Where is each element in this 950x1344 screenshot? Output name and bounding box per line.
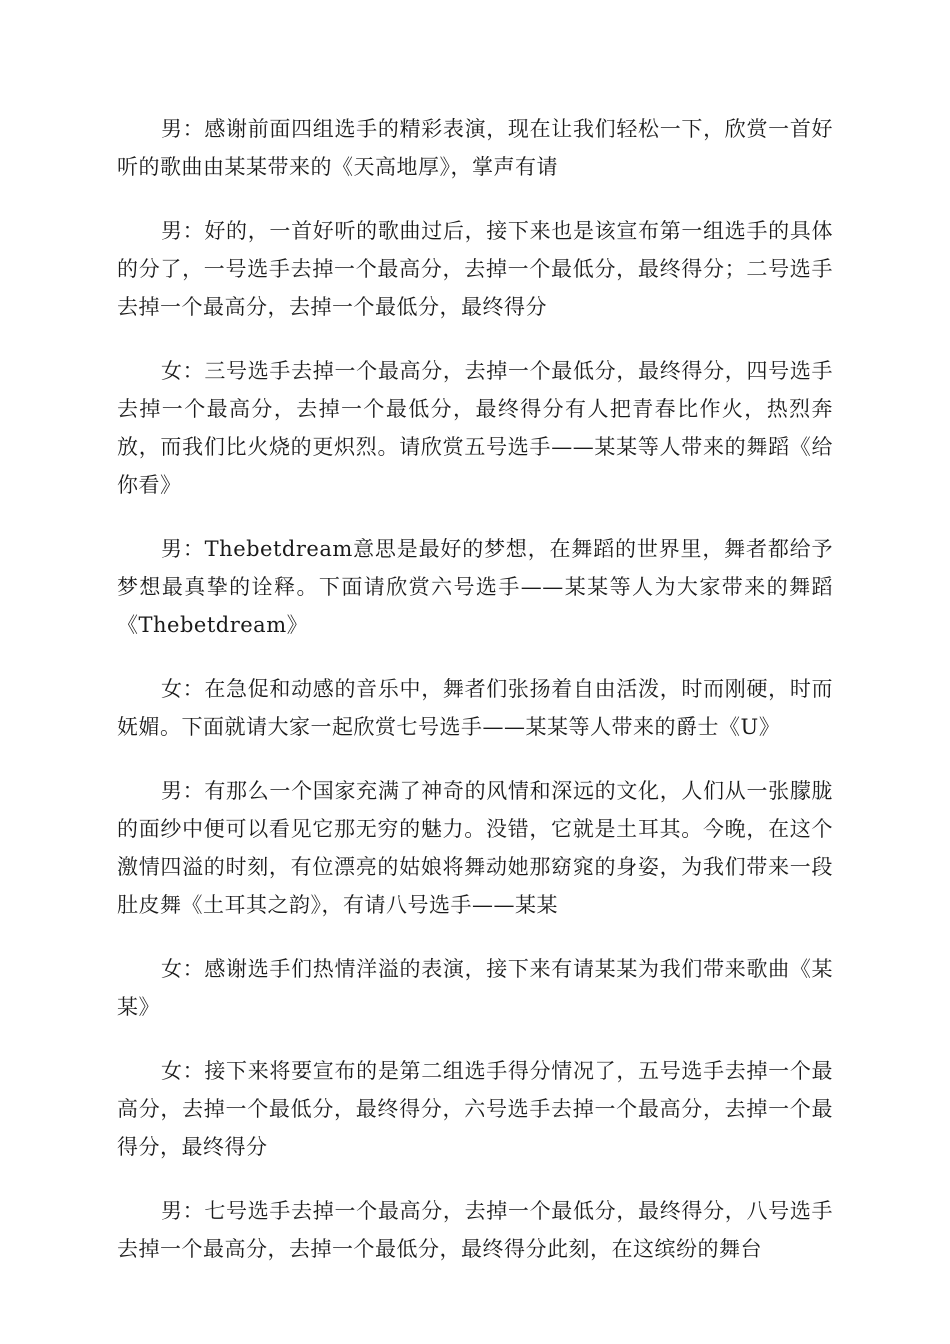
script-paragraph: 男：Thebetdream意思是最好的梦想，在舞蹈的世界里，舞者都给予梦想最真挚的诠释。下面请欣赏六号选手——某某等人为大家带来的舞蹈《Thebetdream》 — [117, 537, 833, 637]
script-paragraph: 男：有那么一个国家充满了神奇的风情和深远的文化，人们从一张朦胧的面纱中便可以看见它那无穷的魅力。没错，它就是土耳其。今晚，在这个激情四溢的时刻，有位漂亮的姑娘将舞动她那窈窕的身姿，为我们带来一段肚皮舞《土耳其之韵》，有请八号选手——某某 — [117, 779, 833, 917]
script-paragraph: 男：好的，一首好听的歌曲过后，接下来也是该宣布第一组选手的具体的分了，一号选手去掉一个最高分，去掉一个最低分，最终得分；二号选手去掉一个最高分，去掉一个最低分，最终得分 — [117, 219, 833, 319]
script-paragraph: 男：七号选手去掉一个最高分，去掉一个最低分，最终得分，八号选手去掉一个最高分，去掉一个最低分，最终得分此刻，在这缤纷的舞台 — [117, 1199, 833, 1261]
script-paragraph: 女：接下来将要宣布的是第二组选手得分情况了，五号选手去掉一个最高分，去掉一个最低分，最终得分，六号选手去掉一个最高分，去掉一个最得分，最终得分 — [117, 1059, 833, 1159]
script-paragraph: 男：感谢前面四组选手的精彩表演，现在让我们轻松一下，欣赏一首好听的歌曲由某某带来的《天高地厚》，掌声有请 — [117, 117, 833, 179]
script-paragraph: 女：感谢选手们热情洋溢的表演，接下来有请某某为我们带来歌曲《某某》 — [117, 957, 833, 1019]
document-body — [117, 110, 833, 1294]
script-paragraph: 女：三号选手去掉一个最高分，去掉一个最低分，最终得分，四号选手去掉一个最高分，去掉一个最低分，最终得分有人把青春比作火，热烈奔放，而我们比火烧的更炽烈。请欣赏五号选手——某某等人带来的舞蹈《给你看》 — [117, 359, 833, 497]
script-paragraph: 女：在急促和动感的音乐中，舞者们张扬着自由活泼，时而刚硬，时而妩媚。下面就请大家一起欣赏七号选手——某某等人带来的爵士《U》 — [117, 677, 833, 739]
